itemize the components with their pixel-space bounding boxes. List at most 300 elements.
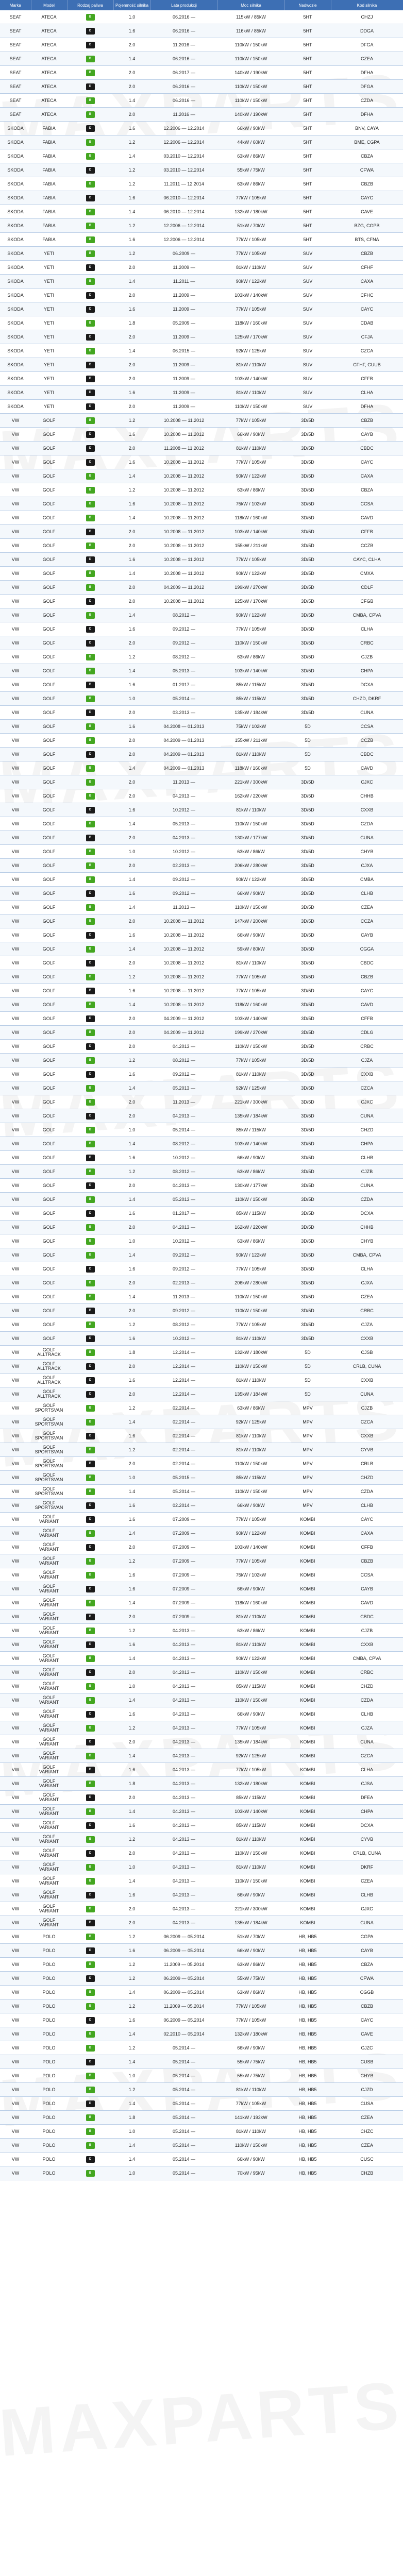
years-cell: 10.2008 — 11.2012 bbox=[150, 511, 217, 525]
body-cell: MPV bbox=[284, 1415, 331, 1429]
capacity-cell: 1.6 bbox=[113, 1568, 150, 1582]
power-cell: 77kW / 105kW bbox=[217, 247, 284, 261]
petrol-fuel-badge: B bbox=[86, 1989, 95, 1996]
fuel-cell bbox=[67, 149, 113, 163]
capacity-cell: 1.6 bbox=[113, 191, 150, 205]
body-cell: 3D/5D bbox=[284, 539, 331, 553]
engine-code-cell: CYVB bbox=[331, 1833, 403, 1846]
diesel-fuel-badge: D bbox=[86, 195, 95, 201]
body-cell: MPV bbox=[284, 1401, 331, 1415]
engine-code-cell: CAYB bbox=[331, 1582, 403, 1596]
years-cell: 11.2016 — bbox=[150, 38, 217, 52]
make-cell: SKODA bbox=[0, 372, 31, 386]
years-cell: 06.2009 — 05.2014 bbox=[150, 1930, 217, 1944]
engine-code-cell: CFFB bbox=[331, 372, 403, 386]
make-cell: VW bbox=[0, 1109, 31, 1123]
model-cell: GOLF VARIANT bbox=[31, 1596, 67, 1610]
capacity-cell: 1.0 bbox=[113, 2069, 150, 2083]
table-row bbox=[0, 1805, 403, 1819]
capacity-cell: 1.6 bbox=[113, 1499, 150, 1513]
years-cell: 04.2013 — bbox=[150, 1721, 217, 1735]
table-row bbox=[0, 1986, 403, 1999]
power-cell: 66kW / 90kW bbox=[217, 1944, 284, 1958]
model-cell: GOLF bbox=[31, 928, 67, 942]
column-header-engine-capacity[interactable]: Pojemność silnika bbox=[113, 0, 150, 10]
years-cell: 11.2009 — 05.2014 bbox=[150, 1958, 217, 1972]
make-cell: VW bbox=[0, 1680, 31, 1693]
body-cell: 3D/5D bbox=[284, 1067, 331, 1081]
power-cell: 110kW / 150kW bbox=[217, 80, 284, 94]
power-cell: 81kW / 110kW bbox=[217, 956, 284, 970]
capacity-cell: 1.0 bbox=[113, 1123, 150, 1137]
power-cell: 81kW / 110kW bbox=[217, 2125, 284, 2139]
engine-code-cell: CCSA bbox=[331, 497, 403, 511]
body-cell: 3D/5D bbox=[284, 511, 331, 525]
diesel-fuel-badge: D bbox=[86, 1502, 95, 1509]
years-cell: 06.2009 — 05.2014 bbox=[150, 1972, 217, 1986]
fuel-cell bbox=[67, 163, 113, 177]
make-cell: VW bbox=[0, 469, 31, 483]
body-cell: HB, HB5 bbox=[284, 1944, 331, 1958]
fuel-cell bbox=[67, 414, 113, 428]
body-cell: HB, HB5 bbox=[284, 1986, 331, 1999]
body-cell: 5D bbox=[284, 1346, 331, 1360]
engine-code-cell: CRBC bbox=[331, 1666, 403, 1680]
power-cell: 92kW / 125kW bbox=[217, 1749, 284, 1763]
engine-code-cell: CUNA bbox=[331, 1387, 403, 1401]
capacity-cell: 2.0 bbox=[113, 1304, 150, 1318]
years-cell: 09.2012 — bbox=[150, 636, 217, 650]
fuel-cell bbox=[67, 1735, 113, 1749]
body-cell: 5D bbox=[284, 1374, 331, 1387]
body-cell: KOMBI bbox=[284, 1791, 331, 1805]
model-cell: GOLF VARIANT bbox=[31, 1638, 67, 1652]
body-cell: SUV bbox=[284, 316, 331, 330]
table-row bbox=[0, 1944, 403, 1958]
power-cell: 140kW / 190kW bbox=[217, 66, 284, 80]
years-cell: 05.2015 — bbox=[150, 1471, 217, 1485]
petrol-fuel-badge: B bbox=[86, 1252, 95, 1259]
engine-code-cell: CAVE bbox=[331, 2027, 403, 2041]
power-cell: 75kW / 102kW bbox=[217, 720, 284, 734]
years-cell: 04.2013 — bbox=[150, 1846, 217, 1860]
fuel-cell bbox=[67, 567, 113, 581]
model-cell: GOLF bbox=[31, 970, 67, 984]
engine-code-cell: CBZB bbox=[331, 247, 403, 261]
petrol-fuel-badge: B bbox=[86, 1558, 95, 1565]
fuel-cell bbox=[67, 1527, 113, 1540]
years-cell: 04.2013 — bbox=[150, 1179, 217, 1193]
model-cell: GOLF bbox=[31, 720, 67, 734]
model-cell: GOLF bbox=[31, 428, 67, 442]
table-row bbox=[0, 1624, 403, 1638]
years-cell: 11.2009 — bbox=[150, 330, 217, 344]
fuel-cell bbox=[67, 24, 113, 38]
years-cell: 06.2010 — 12.2014 bbox=[150, 191, 217, 205]
make-cell: VW bbox=[0, 2139, 31, 2153]
body-cell: HB, HB5 bbox=[284, 2041, 331, 2055]
table-row bbox=[0, 1902, 403, 1916]
body-cell: 5D bbox=[284, 720, 331, 734]
model-cell: FABIA bbox=[31, 122, 67, 135]
model-cell: GOLF bbox=[31, 678, 67, 692]
years-cell: 09.2012 — bbox=[150, 1262, 217, 1276]
body-cell: 3D/5D bbox=[284, 1109, 331, 1123]
body-cell: 3D/5D bbox=[284, 442, 331, 455]
capacity-cell: 1.6 bbox=[113, 1374, 150, 1387]
engine-code-cell: CAXA bbox=[331, 1527, 403, 1540]
model-cell: FABIA bbox=[31, 177, 67, 191]
capacity-cell: 1.2 bbox=[113, 135, 150, 149]
diesel-fuel-badge: D bbox=[86, 1794, 95, 1801]
petrol-fuel-badge: B bbox=[86, 1447, 95, 1453]
petrol-fuel-badge: B bbox=[86, 1196, 95, 1203]
diesel-fuel-badge: D bbox=[86, 403, 95, 410]
body-cell: 3D/5D bbox=[284, 1054, 331, 1067]
diesel-fuel-badge: D bbox=[86, 1711, 95, 1718]
table-row bbox=[0, 1499, 403, 1513]
diesel-fuel-badge: D bbox=[86, 1461, 95, 1467]
make-cell: VW bbox=[0, 1777, 31, 1791]
engine-code-cell: CBZA bbox=[331, 149, 403, 163]
power-cell: 110kW / 150kW bbox=[217, 2139, 284, 2153]
make-cell: VW bbox=[0, 2166, 31, 2180]
engine-code-cell: CBZA bbox=[331, 483, 403, 497]
capacity-cell: 1.6 bbox=[113, 386, 150, 400]
body-cell: 3D/5D bbox=[284, 1137, 331, 1151]
power-cell: 90kW / 122kW bbox=[217, 608, 284, 622]
diesel-fuel-badge: D bbox=[86, 1669, 95, 1676]
engine-code-cell: CBZB bbox=[331, 177, 403, 191]
petrol-fuel-badge: B bbox=[86, 1655, 95, 1662]
years-cell: 09.2012 — bbox=[150, 873, 217, 887]
model-cell: YETI bbox=[31, 289, 67, 302]
model-cell: GOLF bbox=[31, 998, 67, 1012]
years-cell: 04.2013 — bbox=[150, 789, 217, 803]
table-row bbox=[0, 1958, 403, 1972]
power-cell: 90kW / 122kW bbox=[217, 1527, 284, 1540]
column-header-model[interactable]: Model bbox=[31, 0, 67, 10]
years-cell: 10.2008 — 11.2012 bbox=[150, 483, 217, 497]
years-cell: 05.2014 — bbox=[150, 2111, 217, 2125]
capacity-cell: 2.0 bbox=[113, 38, 150, 52]
years-cell: 08.2012 — bbox=[150, 608, 217, 622]
model-cell: FABIA bbox=[31, 219, 67, 233]
table-row bbox=[0, 1234, 403, 1248]
years-cell: 01.2017 — bbox=[150, 1207, 217, 1221]
engine-code-cell: CFFB bbox=[331, 1540, 403, 1554]
years-cell: 11.2009 — bbox=[150, 289, 217, 302]
petrol-fuel-badge: B bbox=[86, 668, 95, 674]
years-cell: 02.2014 — bbox=[150, 1415, 217, 1429]
fuel-cell bbox=[67, 1763, 113, 1777]
table-row bbox=[0, 1540, 403, 1554]
table-row bbox=[0, 1777, 403, 1791]
fuel-cell bbox=[67, 525, 113, 539]
fuel-cell bbox=[67, 2083, 113, 2097]
power-cell: 110kW / 150kW bbox=[217, 94, 284, 108]
table-row bbox=[0, 734, 403, 748]
table-row bbox=[0, 914, 403, 928]
table-row bbox=[0, 497, 403, 511]
model-cell: ATECA bbox=[31, 52, 67, 66]
make-cell: VW bbox=[0, 1318, 31, 1332]
body-cell: 3D/5D bbox=[284, 636, 331, 650]
capacity-cell: 1.2 bbox=[113, 2041, 150, 2055]
model-cell: GOLF bbox=[31, 1109, 67, 1123]
make-cell: VW bbox=[0, 1652, 31, 1666]
capacity-cell: 2.0 bbox=[113, 956, 150, 970]
column-header-engine-power[interactable]: Moc silnika bbox=[217, 0, 284, 10]
petrol-fuel-badge: B bbox=[86, 1475, 95, 1481]
years-cell: 04.2013 — bbox=[150, 1109, 217, 1123]
diesel-fuel-badge: D bbox=[86, 556, 95, 563]
capacity-cell: 1.4 bbox=[113, 1081, 150, 1095]
capacity-cell: 1.4 bbox=[113, 1485, 150, 1499]
body-cell: KOMBI bbox=[284, 1749, 331, 1763]
diesel-fuel-badge: D bbox=[86, 640, 95, 647]
capacity-cell: 2.0 bbox=[113, 1735, 150, 1749]
power-cell: 132kW / 180kW bbox=[217, 205, 284, 219]
fuel-cell bbox=[67, 1012, 113, 1026]
model-cell: POLO bbox=[31, 2166, 67, 2180]
fuel-cell bbox=[67, 2013, 113, 2027]
petrol-fuel-badge: B bbox=[86, 1961, 95, 1968]
model-cell: POLO bbox=[31, 2125, 67, 2139]
power-cell: 81kW / 110kW bbox=[217, 442, 284, 455]
fuel-cell bbox=[67, 1638, 113, 1652]
power-cell: 85kW / 115kW bbox=[217, 1680, 284, 1693]
make-cell: VW bbox=[0, 928, 31, 942]
fuel-cell bbox=[67, 400, 113, 414]
capacity-cell: 1.2 bbox=[113, 1958, 150, 1972]
table-row bbox=[0, 1846, 403, 1860]
column-header-fuel[interactable]: Rodzaj paliwa bbox=[67, 0, 113, 10]
petrol-fuel-badge: B bbox=[86, 223, 95, 229]
power-cell: 85kW / 115kW bbox=[217, 678, 284, 692]
body-cell: 5HT bbox=[284, 149, 331, 163]
engine-code-cell: CFFB bbox=[331, 525, 403, 539]
body-cell: 3D/5D bbox=[284, 1026, 331, 1040]
table-row bbox=[0, 1735, 403, 1749]
power-cell: 118kW / 160kW bbox=[217, 316, 284, 330]
years-cell: 04.2013 — bbox=[150, 1638, 217, 1652]
capacity-cell: 1.2 bbox=[113, 1930, 150, 1944]
table-row bbox=[0, 1221, 403, 1234]
make-cell: VW bbox=[0, 442, 31, 455]
model-cell: YETI bbox=[31, 400, 67, 414]
capacity-cell: 1.4 bbox=[113, 275, 150, 289]
make-cell: SKODA bbox=[0, 122, 31, 135]
years-cell: 05.2014 — bbox=[150, 1485, 217, 1499]
make-cell: SKODA bbox=[0, 135, 31, 149]
table-row bbox=[0, 177, 403, 191]
body-cell: 5HT bbox=[284, 52, 331, 66]
table-row bbox=[0, 1513, 403, 1527]
model-cell: GOLF SPORTSVAN bbox=[31, 1443, 67, 1457]
model-cell: GOLF VARIANT bbox=[31, 1513, 67, 1527]
make-cell: VW bbox=[0, 914, 31, 928]
fuel-cell bbox=[67, 2139, 113, 2153]
diesel-fuel-badge: D bbox=[86, 264, 95, 271]
table-row bbox=[0, 1276, 403, 1290]
column-header-engine-code[interactable]: Kod silnika bbox=[331, 0, 403, 10]
body-cell: HB, HB5 bbox=[284, 2013, 331, 2027]
fuel-cell bbox=[67, 1874, 113, 1888]
petrol-fuel-badge: B bbox=[86, 1753, 95, 1759]
engine-code-cell: CRBC bbox=[331, 1040, 403, 1054]
capacity-cell: 1.6 bbox=[113, 497, 150, 511]
make-cell: SEAT bbox=[0, 38, 31, 52]
column-header-production-years[interactable]: Lata produkcji bbox=[150, 0, 217, 10]
body-cell: SUV bbox=[284, 261, 331, 275]
table-row bbox=[0, 2139, 403, 2153]
capacity-cell: 1.4 bbox=[113, 2097, 150, 2111]
table-row bbox=[0, 428, 403, 442]
fuel-cell bbox=[67, 1944, 113, 1958]
engine-code-cell: CAYC bbox=[331, 455, 403, 469]
fuel-cell bbox=[67, 135, 113, 149]
body-cell: 5HT bbox=[284, 135, 331, 149]
body-cell: 3D/5D bbox=[284, 1332, 331, 1346]
petrol-fuel-badge: B bbox=[86, 612, 95, 619]
capacity-cell: 1.6 bbox=[113, 1944, 150, 1958]
table-row bbox=[0, 2111, 403, 2125]
body-cell: 3D/5D bbox=[284, 664, 331, 678]
engine-code-cell: CBDC bbox=[331, 442, 403, 455]
years-cell: 11.2013 — bbox=[150, 775, 217, 789]
engine-code-cell: CAYB bbox=[331, 1944, 403, 1958]
engine-code-cell: CLHA bbox=[331, 1262, 403, 1276]
fuel-cell bbox=[67, 2069, 113, 2083]
fuel-cell bbox=[67, 1193, 113, 1207]
model-cell: GOLF bbox=[31, 956, 67, 970]
years-cell: 12.2006 — 12.2014 bbox=[150, 122, 217, 135]
make-cell: VW bbox=[0, 1902, 31, 1916]
years-cell: 08.2012 — bbox=[150, 1137, 217, 1151]
capacity-cell: 1.8 bbox=[113, 316, 150, 330]
engine-code-cell: CJSA bbox=[331, 1777, 403, 1791]
diesel-fuel-badge: D bbox=[86, 376, 95, 382]
years-cell: 03.2013 — bbox=[150, 706, 217, 720]
years-cell: 04.2009 — 01.2013 bbox=[150, 748, 217, 761]
model-cell: POLO bbox=[31, 1972, 67, 1986]
column-header-body[interactable]: Nadwozie bbox=[284, 0, 331, 10]
make-cell: VW bbox=[0, 775, 31, 789]
fuel-cell bbox=[67, 1234, 113, 1248]
years-cell: 04.2013 — bbox=[150, 1652, 217, 1666]
make-cell: VW bbox=[0, 1387, 31, 1401]
make-cell: VW bbox=[0, 2125, 31, 2139]
table-row bbox=[0, 469, 403, 483]
fuel-cell bbox=[67, 1374, 113, 1387]
petrol-fuel-badge: B bbox=[86, 2128, 95, 2135]
table-row bbox=[0, 163, 403, 177]
years-cell: 05.2014 — bbox=[150, 692, 217, 706]
capacity-cell: 1.6 bbox=[113, 678, 150, 692]
power-cell: 63kW / 86kW bbox=[217, 1165, 284, 1179]
table-row bbox=[0, 1568, 403, 1582]
fuel-cell bbox=[67, 1777, 113, 1791]
model-cell: GOLF VARIANT bbox=[31, 1582, 67, 1596]
model-cell: FABIA bbox=[31, 163, 67, 177]
fuel-cell bbox=[67, 1902, 113, 1916]
engine-code-cell: CFFB bbox=[331, 1012, 403, 1026]
model-cell: YETI bbox=[31, 386, 67, 400]
body-cell: 5HT bbox=[284, 94, 331, 108]
column-header-make[interactable]: Marka bbox=[0, 0, 31, 10]
diesel-fuel-badge: D bbox=[86, 709, 95, 716]
body-cell: 3D/5D bbox=[284, 622, 331, 636]
make-cell: VW bbox=[0, 1916, 31, 1930]
make-cell: VW bbox=[0, 1833, 31, 1846]
fuel-cell bbox=[67, 233, 113, 247]
model-cell: GOLF VARIANT bbox=[31, 1749, 67, 1763]
model-cell: GOLF bbox=[31, 414, 67, 428]
engine-code-cell: CAYC bbox=[331, 302, 403, 316]
petrol-fuel-badge: B bbox=[86, 1141, 95, 1147]
years-cell: 02.2014 — bbox=[150, 1401, 217, 1415]
years-cell: 08.2012 — bbox=[150, 1054, 217, 1067]
power-cell: 221kW / 300kW bbox=[217, 775, 284, 789]
fuel-cell bbox=[67, 1401, 113, 1415]
years-cell: 10.2008 — 11.2012 bbox=[150, 595, 217, 608]
make-cell: VW bbox=[0, 1707, 31, 1721]
capacity-cell: 1.4 bbox=[113, 149, 150, 163]
engine-code-cell: CFHC bbox=[331, 289, 403, 302]
table-row bbox=[0, 845, 403, 859]
petrol-fuel-badge: B bbox=[86, 1224, 95, 1231]
fuel-cell bbox=[67, 191, 113, 205]
capacity-cell: 1.4 bbox=[113, 2153, 150, 2166]
fuel-cell bbox=[67, 831, 113, 845]
body-cell: 3D/5D bbox=[284, 873, 331, 887]
years-cell: 12.2006 — 12.2014 bbox=[150, 233, 217, 247]
table-row bbox=[0, 2027, 403, 2041]
power-cell: 59kW / 80kW bbox=[217, 942, 284, 956]
years-cell: 10.2012 — bbox=[150, 845, 217, 859]
capacity-cell: 2.0 bbox=[113, 358, 150, 372]
capacity-cell: 1.6 bbox=[113, 2013, 150, 2027]
engine-code-cell: CZEA bbox=[331, 1874, 403, 1888]
engine-code-cell: CJZB bbox=[331, 650, 403, 664]
fuel-cell bbox=[67, 1471, 113, 1485]
years-cell: 04.2013 — bbox=[150, 1749, 217, 1763]
petrol-fuel-badge: B bbox=[86, 974, 95, 980]
fuel-cell bbox=[67, 984, 113, 998]
power-cell: 63kW / 86kW bbox=[217, 1624, 284, 1638]
table-row bbox=[0, 302, 403, 316]
fuel-cell bbox=[67, 1513, 113, 1527]
make-cell: SEAT bbox=[0, 66, 31, 80]
table-row bbox=[0, 553, 403, 567]
years-cell: 04.2013 — bbox=[150, 1805, 217, 1819]
make-cell: SEAT bbox=[0, 94, 31, 108]
engine-code-cell: CHYB bbox=[331, 1234, 403, 1248]
years-cell: 04.2009 — 11.2012 bbox=[150, 1026, 217, 1040]
body-cell: 3D/5D bbox=[284, 581, 331, 595]
make-cell: VW bbox=[0, 1332, 31, 1346]
fuel-cell bbox=[67, 177, 113, 191]
capacity-cell: 2.0 bbox=[113, 525, 150, 539]
power-cell: 90kW / 122kW bbox=[217, 469, 284, 483]
years-cell: 11.2009 — bbox=[150, 358, 217, 372]
engine-code-cell: CXXB bbox=[331, 1638, 403, 1652]
petrol-fuel-badge: B bbox=[86, 876, 95, 883]
make-cell: VW bbox=[0, 1360, 31, 1374]
make-cell: VW bbox=[0, 455, 31, 469]
years-cell: 04.2013 — bbox=[150, 1777, 217, 1791]
